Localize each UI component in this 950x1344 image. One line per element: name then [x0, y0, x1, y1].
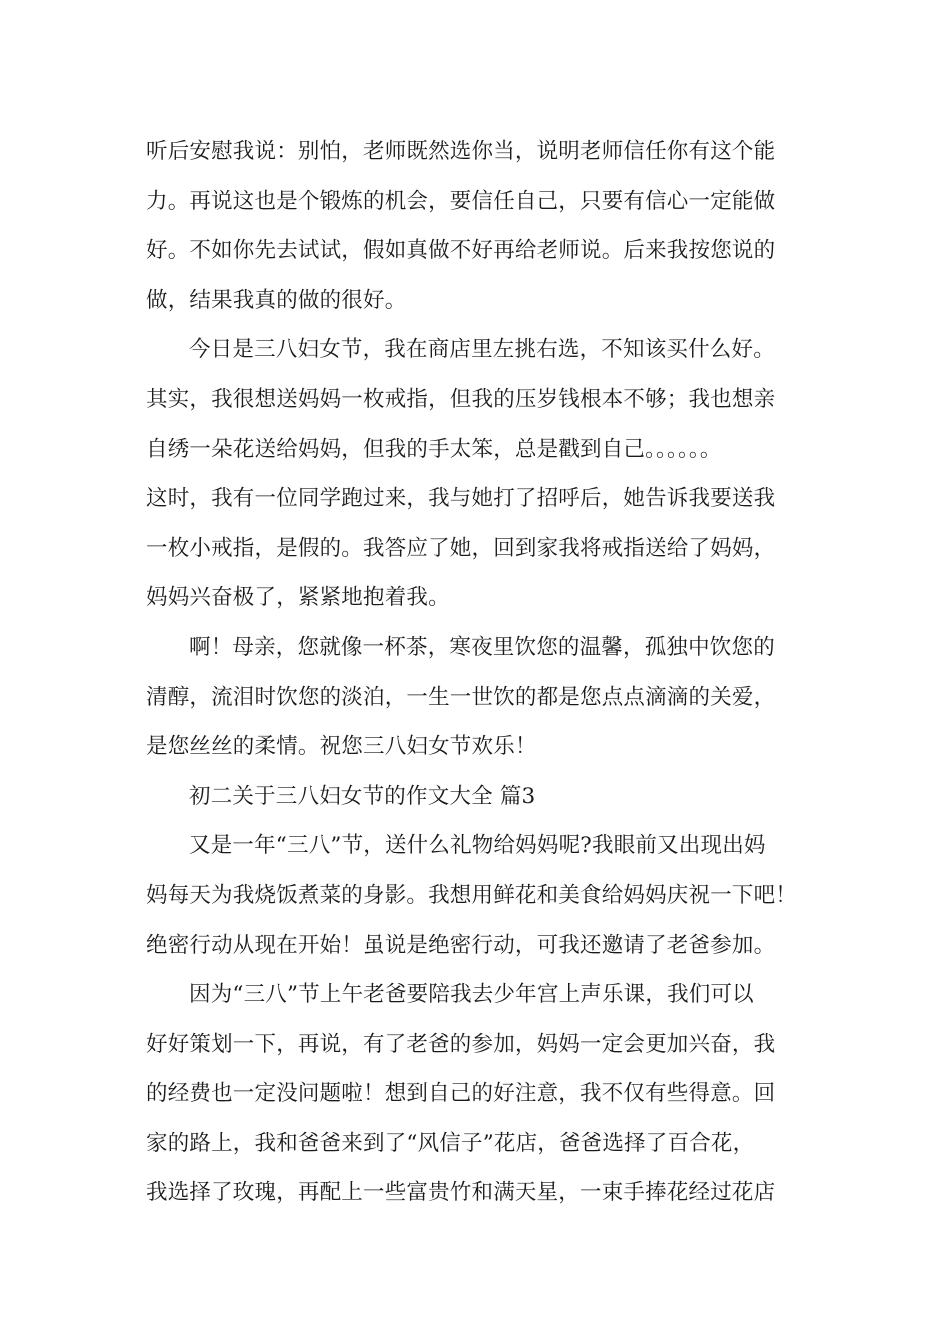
- text-line: 做，结果我真的做的很好。: [146, 287, 407, 313]
- text-line: 清醇，流泪时饮您的淡泊，一生一世饮的都是您点点滴滴的关爱，: [146, 684, 776, 710]
- text-line: 这时，我有一位同学跑过来，我与她打了招呼后，她告诉我要送我: [146, 486, 776, 512]
- text-line: 的经费也一定没问题啦！想到自己的好注意，我不仅有些得意。回: [146, 1081, 776, 1107]
- text-line: 好。不如你先去试试，假如真做不好再给老师说。后来我按您说的: [146, 238, 776, 264]
- text-line: 我选择了玫瑰，再配上一些富贵竹和满天星，一束手捧花经过花店: [146, 1180, 776, 1206]
- text-line: 家的路上，我和爸爸来到了“风信子”花店，爸爸选择了百合花，: [146, 1130, 755, 1156]
- text-line: 自绣一朵花送给妈妈，但我的手太笨，总是戳到自己。。。。。。: [146, 436, 722, 462]
- paragraph-first-line: 因为“三八”节上午老爸要陪我去少年宫上声乐课，我们可以: [189, 982, 754, 1008]
- paragraph-first-line: 今日是三八妇女节，我在商店里左挑右选，不知该买什么好。: [189, 337, 775, 363]
- text-line: 其实，我很想送妈妈一枚戒指，但我的压岁钱根本不够；我也想亲: [146, 386, 776, 412]
- text-line: 听后安慰我说：别怕，老师既然选你当，说明老师信任你有这个能: [146, 139, 776, 164]
- text-line: 妈妈兴奋极了，紧紧地抱着我。: [146, 585, 450, 611]
- paragraph-first-line: 又是一年“三八”节，送什么礼物给妈妈呢?我眼前又出现出妈: [189, 833, 766, 859]
- text-line: 一枚小戒指，是假的。我答应了她，回到家我将戒指送给了妈妈，: [146, 535, 776, 561]
- text-line: 力。再说这也是个锻炼的机会，要信任自己，只要有信心一定能做: [146, 188, 776, 214]
- text-line: 好好策划一下，再说，有了老爸的参加，妈妈一定会更加兴奋，我: [146, 1031, 776, 1057]
- paragraph-first-line: 啊！母亲，您就像一杯茶，寒夜里饮您的温馨，孤独中饮您的: [189, 634, 775, 660]
- text-line: 妈每天为我烧饭煮菜的身影。我想用鲜花和美食给妈妈庆祝一下吧！: [146, 882, 798, 908]
- text-line: 绝密行动从现在开始！虽说是绝密行动，可我还邀请了老爸参加。: [146, 932, 776, 958]
- section-heading: 初二关于三八妇女节的作文大全 篇3: [189, 783, 536, 809]
- essay-body: [146, 127, 816, 1218]
- text-line: 是您丝丝的柔情。祝您三八妇女节欢乐！: [146, 734, 537, 760]
